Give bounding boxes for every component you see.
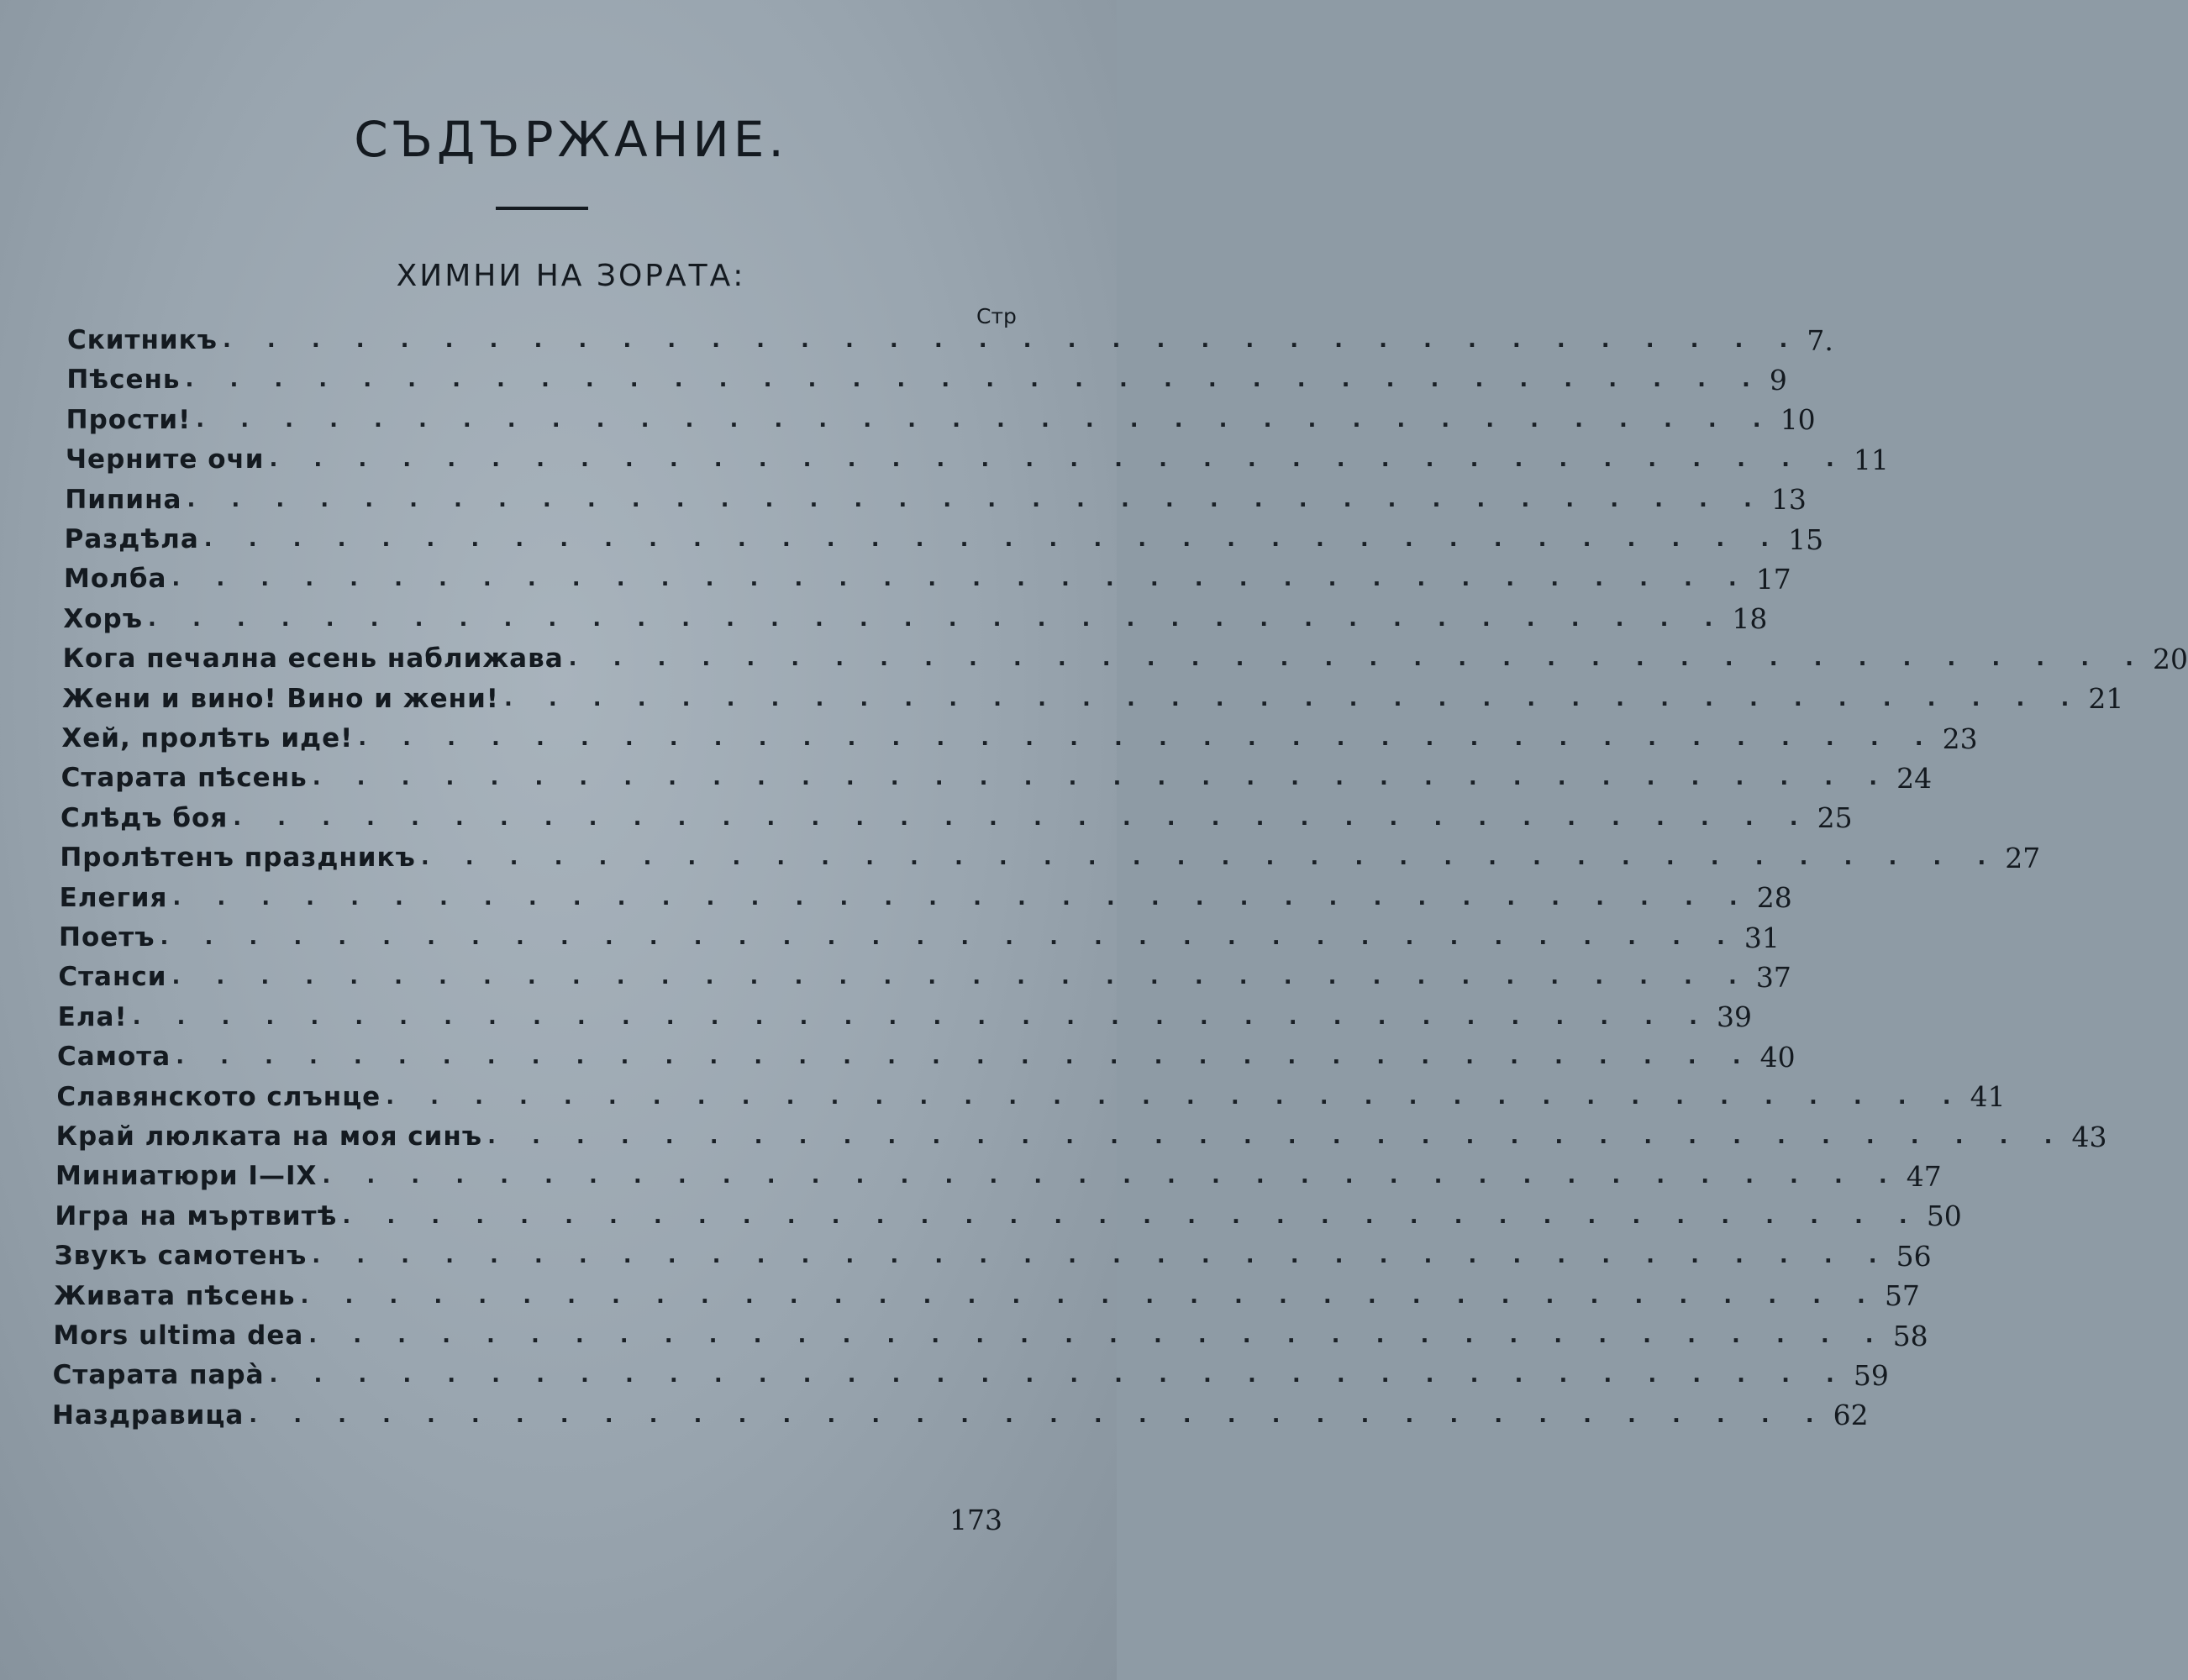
toc-entry-page: 23 bbox=[1942, 722, 1978, 755]
toc-entry-page: 13 bbox=[1770, 483, 1807, 517]
toc-entry bbox=[66, 402, 1816, 438]
toc-entry bbox=[64, 521, 1824, 558]
toc-entry-title: Славянското слънце bbox=[56, 1081, 381, 1112]
toc-entry-page: 7. bbox=[1807, 323, 1833, 357]
toc-entry bbox=[67, 322, 1833, 359]
toc-entry-page: 58 bbox=[1892, 1319, 1928, 1352]
toc-entry-title: Прости! bbox=[66, 404, 192, 435]
toc-entry-title: Край люлката на моя синъ bbox=[55, 1121, 483, 1152]
toc-entry-page: 40 bbox=[1759, 1040, 1796, 1074]
toc-entry bbox=[62, 640, 2188, 677]
toc-entry-page: 56 bbox=[1896, 1239, 1932, 1273]
toc-leader-dots: . . . . . . . . . . . . . . . . . . . . . . . . . . . . . . . . . . . . bbox=[171, 964, 1751, 990]
toc-leader-dots: . . . . . . . . . . . . . . . . . . . . . . . . . . . . . . . . . . . . bbox=[503, 685, 2084, 711]
toc-leader-dots: . . . . . . . . . . . . . . . . . . . . . . . . . . . . . . . . . . . . bbox=[487, 1124, 2067, 1149]
toc-entry-page: 39 bbox=[1717, 1000, 1752, 1034]
toc-entry-title: Старата парà bbox=[52, 1360, 265, 1391]
toc-entry-page: 59 bbox=[1853, 1358, 1889, 1392]
toc-entry-title: Игра на мъртвитѣ bbox=[55, 1200, 338, 1231]
toc-entry-title: Пѣсень bbox=[66, 365, 181, 396]
toc-entry-page: 10 bbox=[1780, 403, 1816, 437]
section-heading: ХИМНИ НА ЗОРАТА: bbox=[396, 259, 746, 293]
page-number: 173 bbox=[949, 1504, 1002, 1536]
toc-leader-dots: . . . . . . . . . . . . . . . . . . . . . . . . . . . . . . . . . . . . bbox=[203, 527, 1784, 552]
toc-entry bbox=[61, 720, 1978, 757]
toc-leader-dots: . . . . . . . . . . . . . . . . . . . . . . . . . . . . . . . . . . . . bbox=[269, 1362, 1849, 1389]
toc-entry bbox=[64, 560, 1791, 597]
toc-entry-title: Миниатюри I—IX bbox=[55, 1161, 318, 1192]
toc-entry-page: 50 bbox=[1926, 1200, 1962, 1233]
toc-entry-title: Самота bbox=[57, 1042, 171, 1073]
toc-leader-dots: . . . . . . . . . . . . . . . . . . . . . . . . . . . . . . . . . . . . bbox=[249, 1402, 1828, 1428]
toc-leader-dots: . . . . . . . . . . . . . . . . . . . . . . . . . . . . . . . . . . . . bbox=[358, 726, 1938, 751]
toc-entry-title: Поетъ bbox=[59, 922, 155, 953]
toc-entry-page: 41 bbox=[1970, 1080, 2006, 1114]
toc-entry-title: Черните очи bbox=[66, 444, 265, 475]
toc-leader-dots: . . . . . . . . . . . . . . . . . . . . . . . . . . . . . . . . . . . . bbox=[308, 1323, 1888, 1348]
toc-leader-dots: . . . . . . . . . . . . . . . . . . . . . . . . . . . . . . . . . . . . bbox=[222, 328, 1802, 353]
toc-entry-page: 43 bbox=[2071, 1120, 2107, 1153]
toc-entry-title: Скитникъ bbox=[67, 325, 218, 355]
toc-leader-dots: . . . . . . . . . . . . . . . . . . . . . . . . . . . . . . . . . . . . bbox=[420, 845, 2001, 871]
toc-leader-dots: . . . . . . . . . . . . . . . . . . . . . . . . . . . . . . . . . . . . bbox=[176, 1044, 1755, 1070]
toc-entry-page: 20 bbox=[2153, 642, 2188, 675]
toc-leader-dots: . . . . . . . . . . . . . . . . . . . . . . . . . . . . . . . . . . . . bbox=[386, 1084, 1965, 1110]
toc-entry bbox=[55, 1118, 2107, 1155]
toc-entry-page: 31 bbox=[1744, 921, 1780, 954]
toc-leader-dots: . . . . . . . . . . . . . . . . . . . . . . . . . . . . . . . . . . . . bbox=[185, 367, 1765, 393]
toc-entry-title: Mors ultima dea bbox=[53, 1320, 304, 1351]
toc-entry bbox=[63, 601, 1768, 638]
toc-entry-title: Елегия bbox=[59, 882, 168, 913]
toc-entry-title: Кога печална есень наближава bbox=[62, 643, 564, 675]
toc-entry bbox=[56, 1079, 2006, 1116]
toc-entry-title: Ела! bbox=[57, 1001, 128, 1032]
toc-leader-dots: . . . . . . . . . . . . . . . . . . . . . . . . . . . . . . . . . . . . bbox=[160, 925, 1739, 950]
toc-entry-title: Хоръ bbox=[63, 603, 144, 634]
toc-entry bbox=[60, 759, 1933, 796]
toc-leader-dots: . . . . . . . . . . . . . . . . . . . . . . . . . . . . . . . . . . . . bbox=[171, 566, 1751, 592]
toc-entry-page: 47 bbox=[1906, 1159, 1942, 1193]
toc-entry-title: Слѣдъ боя bbox=[60, 802, 229, 833]
toc-entry-page: 25 bbox=[1817, 801, 1853, 835]
toc-leader-dots: . . . . . . . . . . . . . . . . . . . . . . . . . . . . . . . . . . . . bbox=[322, 1163, 1901, 1189]
toc-entry-title: Хей, пролѣть иде! bbox=[61, 723, 354, 753]
toc-entry-page: 28 bbox=[1756, 881, 1792, 915]
toc-entry bbox=[60, 800, 1853, 837]
toc-entry-page: 37 bbox=[1755, 960, 1791, 994]
toc-entry-page: 21 bbox=[2088, 682, 2124, 716]
toc-entry-page: 62 bbox=[1833, 1399, 1869, 1432]
toc-entry-page: 15 bbox=[1788, 522, 1824, 556]
toc-entry-page: 9 bbox=[1769, 363, 1787, 396]
toc-leader-dots: . . . . . . . . . . . . . . . . . . . . . . . . . . . . . . . . . . . . bbox=[148, 606, 1728, 632]
toc-entry bbox=[52, 1357, 1889, 1394]
toc-entry-title: Жени и вино! Вино и жени! bbox=[62, 683, 499, 714]
toc-leader-dots: . . . . . . . . . . . . . . . . . . . . . . . . . . . . . . . . . . . . bbox=[312, 1243, 1891, 1269]
toc-leader-dots: . . . . . . . . . . . . . . . . . . . . . . . . . . . . . . . . . . . . bbox=[172, 885, 1752, 911]
toc-entry-page: 24 bbox=[1896, 761, 1933, 795]
toc-entry bbox=[59, 879, 1792, 916]
toc-entry-title: Пипина bbox=[65, 484, 182, 515]
toc-leader-dots: . . . . . . . . . . . . . . . . . . . . . . . . . . . . . . . . . . . . bbox=[269, 447, 1849, 473]
toc-leader-dots: . . . . . . . . . . . . . . . . . . . . . . . . . . . . . . . . . . . . bbox=[300, 1283, 1880, 1309]
toc-entry-title: Пролѣтенъ праздникъ bbox=[60, 843, 416, 874]
toc-entry-page: 57 bbox=[1884, 1279, 1920, 1313]
toc-leader-dots: . . . . . . . . . . . . . . . . . . . . . . . . . . . . . . . . . . . . bbox=[233, 805, 1812, 831]
toc-entry-title: Старата пѣсень bbox=[60, 763, 308, 794]
toc-entry bbox=[54, 1278, 1920, 1315]
toc-leader-dots: . . . . . . . . . . . . . . . . . . . . . . . . . . . . . . . . . . . . bbox=[312, 765, 1892, 791]
toc-entry bbox=[65, 481, 1807, 518]
toc-entry bbox=[55, 1158, 1942, 1194]
toc-entry-page: 17 bbox=[1755, 562, 1791, 596]
page-column-label: Стр bbox=[976, 304, 1017, 328]
toc-entry bbox=[53, 1317, 1928, 1354]
toc-entry-title: Молба bbox=[64, 564, 167, 595]
toc-entry-title: Раздѣла bbox=[64, 524, 199, 554]
toc-leader-dots: . . . . . . . . . . . . . . . . . . . . . . . . . . . . . . . . . . . . bbox=[568, 646, 2149, 672]
toc-entry bbox=[55, 1198, 1962, 1235]
toc-entry bbox=[66, 361, 1787, 398]
toc-entry-title: Наздравица bbox=[52, 1399, 245, 1431]
toc-entry bbox=[57, 1038, 1796, 1075]
toc-entry bbox=[54, 1237, 1932, 1274]
toc-entry bbox=[66, 441, 1889, 478]
toc-leader-dots: . . . . . . . . . . . . . . . . . . . . . . . . . . . . . . . . . . . . bbox=[196, 407, 1775, 433]
toc-entry bbox=[60, 839, 2041, 876]
toc-entry bbox=[58, 958, 1791, 995]
toc-entry-page: 11 bbox=[1853, 443, 1889, 476]
toc-entry-title: Станси bbox=[58, 962, 167, 993]
toc-leader-dots: . . . . . . . . . . . . . . . . . . . . . . . . . . . . . . . . . . . . bbox=[132, 1004, 1712, 1030]
toc-entry bbox=[57, 999, 1752, 1036]
toc-entry bbox=[52, 1397, 1869, 1434]
toc-entry-page: 27 bbox=[2005, 841, 2041, 874]
toc-entry-title: Живата пѣсень bbox=[54, 1280, 296, 1311]
toc-entry bbox=[62, 680, 2124, 717]
toc-leader-dots: . . . . . . . . . . . . . . . . . . . . . . . . . . . . . . . . . . . . bbox=[187, 486, 1766, 512]
toc-entry bbox=[59, 919, 1780, 956]
toc-entry-page: 18 bbox=[1732, 602, 1768, 636]
toc-leader-dots: . . . . . . . . . . . . . . . . . . . . . . . . . . . . . . . . . . . . bbox=[342, 1203, 1922, 1229]
toc-entry-title: Звукъ самотенъ bbox=[54, 1241, 308, 1272]
page-title: СЪДЪРЖАНИЕ. bbox=[354, 111, 788, 168]
